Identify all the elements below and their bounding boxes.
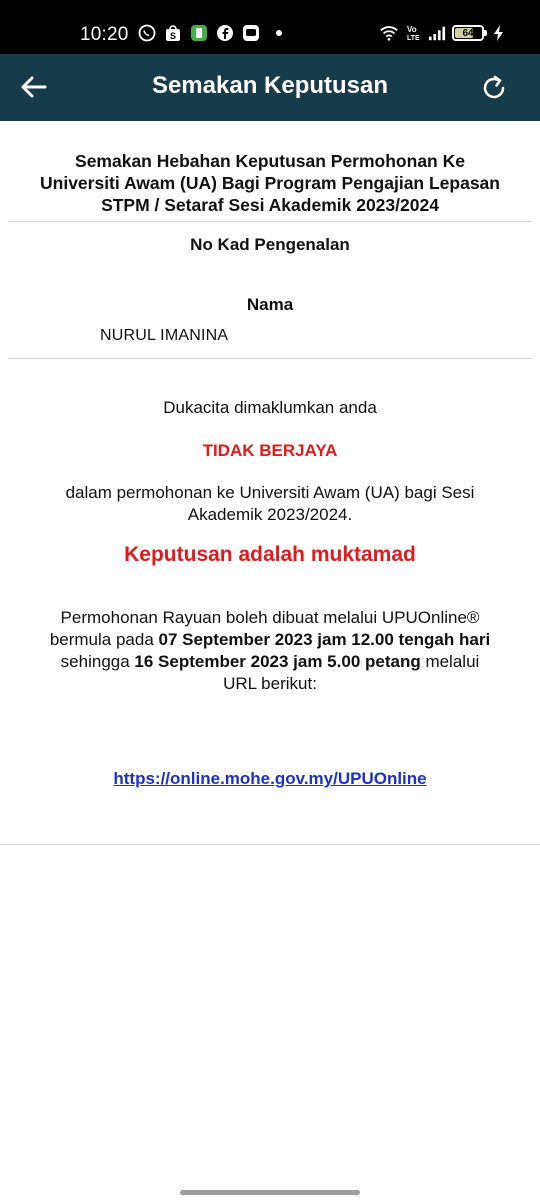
messaging-icon: [242, 24, 260, 42]
result-heading: Semakan Hebahan Keputusan Permohonan Ke Universiti Awam (UA) Bagi Program Pengajian Lepasan STPM / Setaraf Sesi Akademik 2023/2024: [40, 151, 500, 215]
regret-text: Dukacita dimaklumkan anda: [163, 398, 377, 417]
name-label: Nama: [246, 295, 294, 314]
system-icons: [380, 24, 508, 42]
volte-icon: [404, 24, 422, 42]
signal-icon: [428, 24, 446, 42]
notification-icons: [138, 24, 282, 42]
page-title: Semakan Keputusan: [151, 72, 389, 99]
sim-toolkit-icon: [190, 24, 208, 42]
more-notifications-dot: [276, 30, 282, 36]
divider: [0, 844, 540, 845]
battery-level: 64: [462, 27, 474, 39]
facebook-icon: [216, 24, 234, 42]
refresh-icon[interactable]: [478, 71, 510, 103]
status-bar: [0, 0, 540, 54]
svg-text:Vo: Vo: [407, 25, 417, 34]
application-text: dalam permohonan ke Universiti Awam (UA) bagi Sesi Akademik 2023/2024.: [65, 483, 475, 524]
whatsapp-icon: [138, 24, 156, 42]
final-decision-text: Keputusan adalah muktamad: [124, 543, 416, 566]
status-time: 10:20: [80, 24, 129, 45]
ic-label: No Kad Pengenalan: [190, 235, 350, 254]
svg-text:LTE: LTE: [407, 35, 420, 42]
divider: [8, 221, 532, 222]
battery-icon: [452, 25, 484, 41]
wifi-icon: [380, 24, 398, 42]
appeal-text: Permohonan Rayuan boleh dibuat melalui UPUOnline® bermula pada 07 September 2023 jam 12.00 tengah hari sehingga 16 September 2023 jam 5.00 petang melalui URL berikut:: [49, 608, 491, 693]
shopee-icon: [164, 24, 182, 42]
gesture-bar[interactable]: [180, 1190, 360, 1195]
name-value: NURUL IMANINA: [100, 327, 229, 344]
result-status: TIDAK BERJAYA: [202, 441, 338, 460]
app-bar: [0, 54, 540, 121]
upuonline-link[interactable]: https://online.mohe.gov.my/UPUOnline: [113, 769, 427, 788]
divider: [8, 358, 532, 359]
charging-icon: [490, 24, 508, 42]
svg-text:S: S: [169, 31, 177, 41]
